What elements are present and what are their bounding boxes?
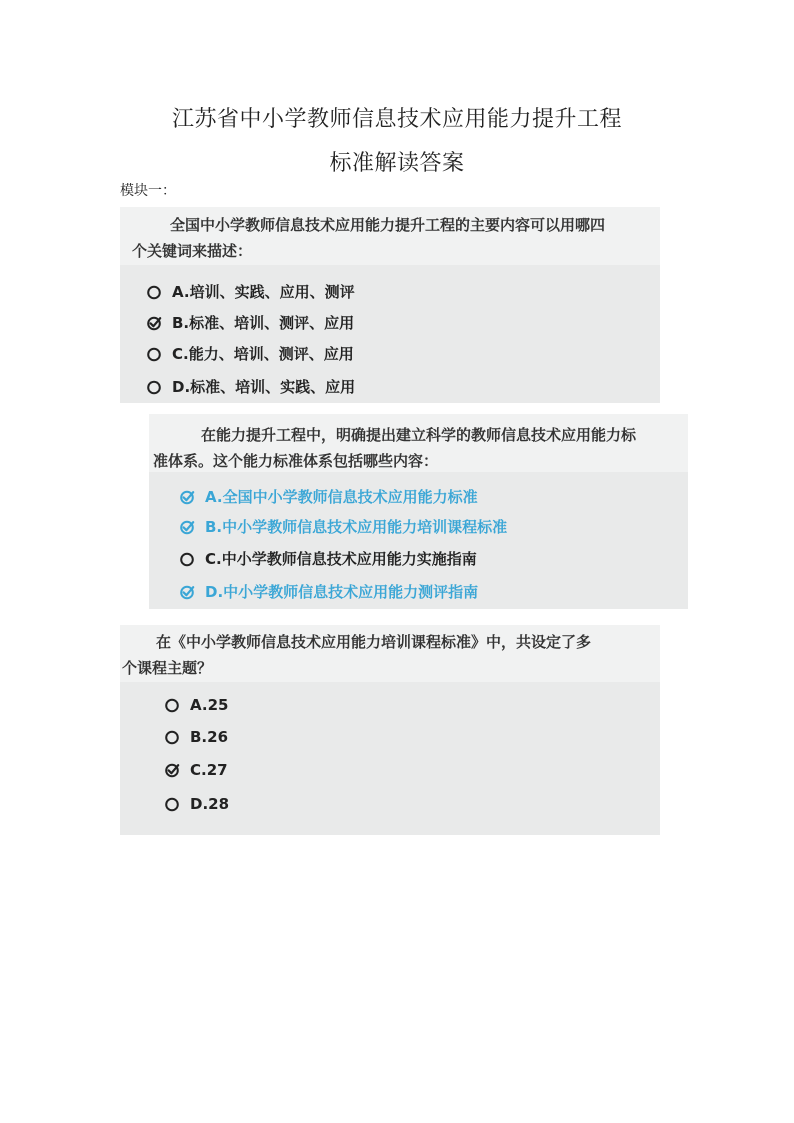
question-text-line2: 个课程主题？ xyxy=(122,659,213,677)
radio-empty-icon xyxy=(146,346,162,362)
options-list xyxy=(120,682,660,835)
option-label: D.中小学教师信息技术应用能力测评指南 xyxy=(205,583,479,601)
question-text-line2: 个关键词来描述： xyxy=(132,242,253,260)
module-label: 模块一： xyxy=(120,183,176,199)
options-list xyxy=(149,472,688,609)
question-text-line1: 在能力提升工程中，明确提出建立科学的教师信息技术应用能力标 xyxy=(201,426,637,444)
radio-empty-icon xyxy=(164,697,180,713)
option-label: C.中小学教师信息技术应用能力实施指南 xyxy=(205,550,477,568)
check-circle-icon xyxy=(179,489,195,505)
option-d[interactable] xyxy=(146,376,355,397)
option-c[interactable] xyxy=(179,548,477,569)
option-label: D.28 xyxy=(190,795,230,813)
option-b[interactable] xyxy=(164,728,228,746)
question-card-1 xyxy=(120,207,660,403)
option-b[interactable] xyxy=(179,516,507,537)
radio-empty-icon xyxy=(179,551,195,567)
check-circle-icon xyxy=(146,315,162,331)
option-label: C.27 xyxy=(190,761,228,779)
option-label: A.25 xyxy=(190,696,229,714)
option-c[interactable] xyxy=(146,343,354,364)
option-label: C.能力、培训、测评、应用 xyxy=(172,345,354,363)
option-c[interactable] xyxy=(164,761,228,779)
question-text-line1: 在《中小学教师信息技术应用能力培训课程标准》中，共设定了多 xyxy=(156,633,592,651)
check-circle-icon xyxy=(164,762,180,778)
question-card-3 xyxy=(120,625,660,835)
question-text-line1: 全国中小学教师信息技术应用能力提升工程的主要内容可以用哪四 xyxy=(170,216,606,234)
radio-empty-icon xyxy=(164,729,180,745)
radio-empty-icon xyxy=(146,379,162,395)
option-a[interactable] xyxy=(146,281,355,302)
option-label: B.中小学教师信息技术应用能力培训课程标准 xyxy=(205,518,508,536)
option-a[interactable] xyxy=(164,696,228,714)
option-label: D.标准、培训、实践、应用 xyxy=(172,378,356,396)
question-text xyxy=(149,414,688,472)
option-label: B.标准、培训、测评、应用 xyxy=(172,314,355,332)
check-circle-icon xyxy=(179,519,195,535)
option-a[interactable] xyxy=(179,486,478,507)
question-text xyxy=(120,207,660,265)
option-label: A.培训、实践、应用、测评 xyxy=(172,283,355,301)
radio-empty-icon xyxy=(146,284,162,300)
option-d[interactable] xyxy=(179,581,478,602)
option-b[interactable] xyxy=(146,312,354,333)
question-card-2 xyxy=(149,414,688,609)
check-circle-icon xyxy=(179,584,195,600)
question-text-line2: 准体系。这个能力标准体系包括哪些内容： xyxy=(153,452,439,470)
document-subtitle: 标准解读答案 xyxy=(329,151,465,176)
radio-empty-icon xyxy=(164,796,180,812)
question-text xyxy=(120,625,660,682)
options-list xyxy=(120,265,660,403)
option-label: B.26 xyxy=(190,728,229,746)
option-d[interactable] xyxy=(164,795,229,813)
document-title: 江苏省中小学教师信息技术应用能力提升工程 xyxy=(171,107,622,132)
option-label: A.全国中小学教师信息技术应用能力标准 xyxy=(205,488,478,506)
